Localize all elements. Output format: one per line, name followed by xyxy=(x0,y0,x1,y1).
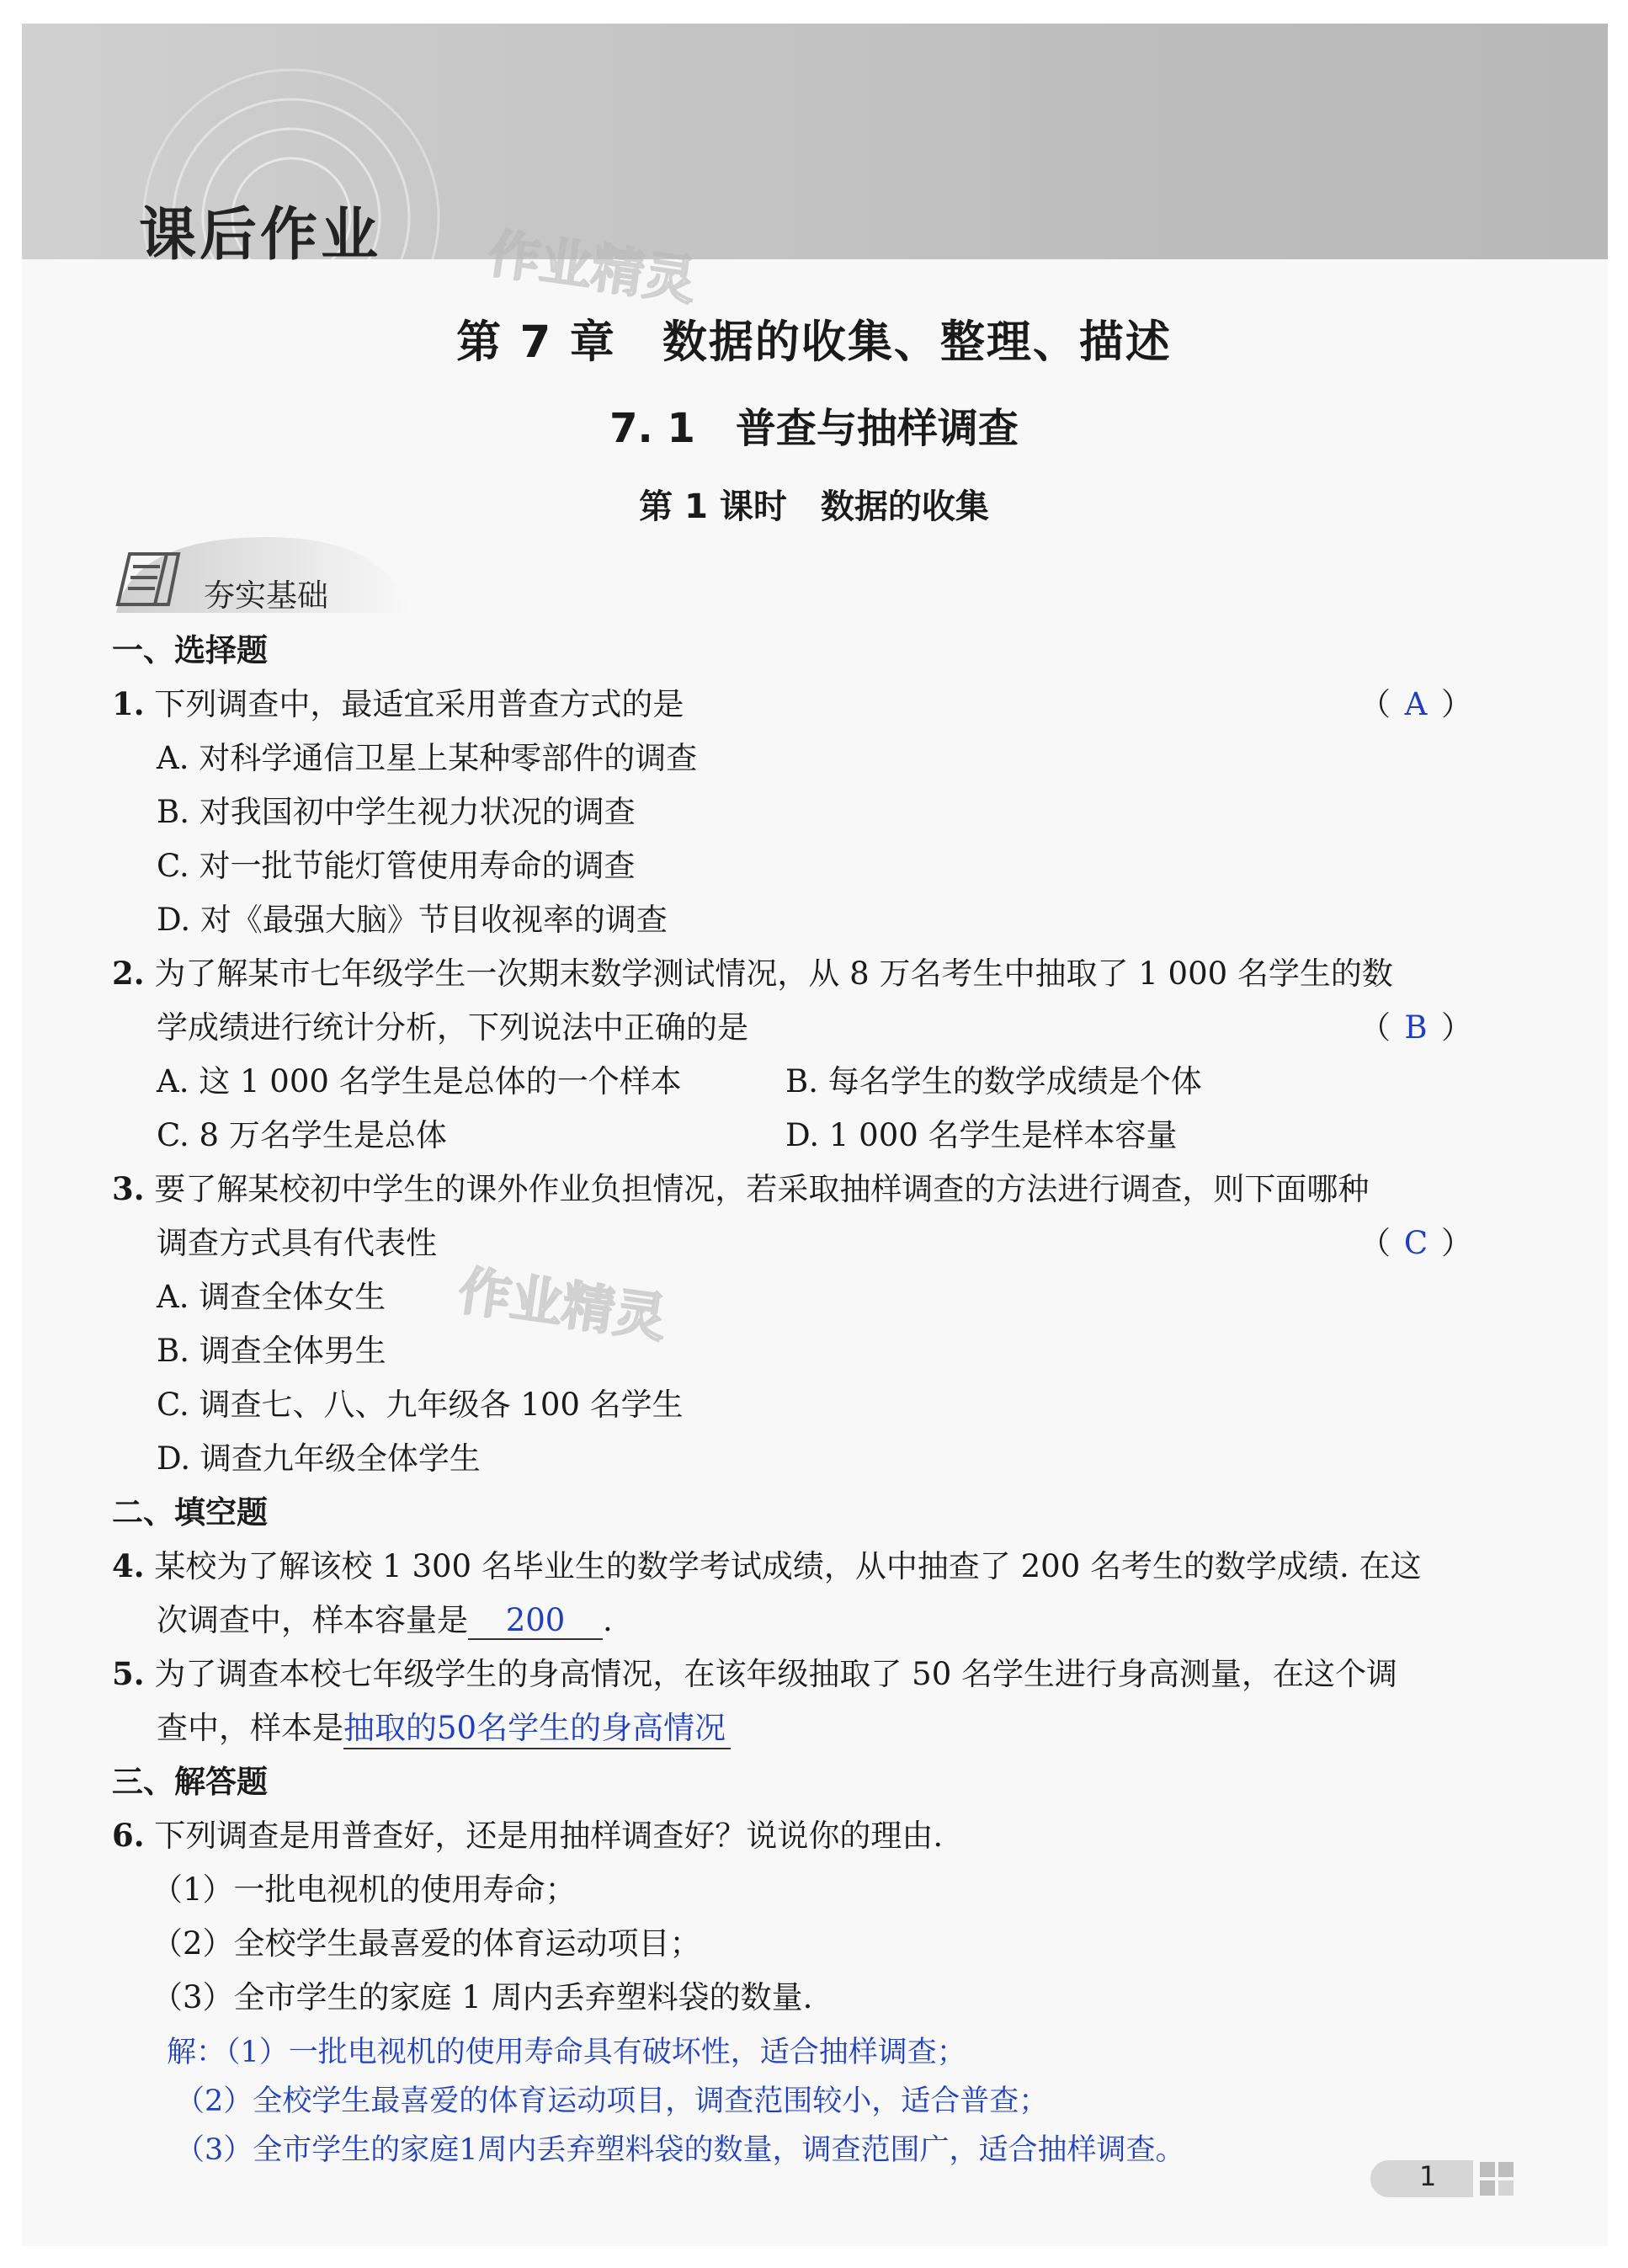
decor-square xyxy=(1498,2180,1514,2196)
q3-option-a: A. 调查全体女生 xyxy=(157,1279,386,1315)
lesson-title: 第 1 课时 数据的收集 xyxy=(639,487,989,526)
q2-text-line2: 学成绩进行统计分析，下列说法中正确的是 xyxy=(157,1009,748,1046)
q3-option-b: B. 调查全体男生 xyxy=(157,1333,386,1369)
q3-text-line2: 调查方式具有代表性 xyxy=(157,1225,437,1261)
q2-option-d: D. 1 000 名学生是样本容量 xyxy=(785,1117,1178,1153)
part1-heading: 一、选择题 xyxy=(112,632,268,668)
q5-line2 xyxy=(157,1702,731,1749)
part2-heading: 二、填空题 xyxy=(112,1494,268,1531)
q5-number: 5. xyxy=(112,1655,145,1692)
q1-option-b: B. 对我国初中学生视力状况的调查 xyxy=(157,794,636,830)
basics-label: 夯实基础 xyxy=(204,578,328,614)
decor-square xyxy=(1480,2180,1495,2196)
q5-text-line1: 为了调查本校七年级学生的身高情况，在该年级抽取了 50 名学生进行身高测量，在这个调 xyxy=(154,1656,1398,1692)
solution-line-1: 解：（1）一批电视机的使用寿命具有破坏性，适合抽样调查； xyxy=(167,2036,966,2069)
section-title: 7. 1 普查与抽样调查 xyxy=(609,405,1019,452)
q2-number: 2. xyxy=(112,955,145,992)
part3-heading: 三、解答题 xyxy=(112,1764,268,1800)
q3-number: 3. xyxy=(112,1170,145,1207)
q4-text-line1: 某校为了解该校 1 300 名毕业生的数学考试成绩，从中抽查了 200 名考生的数学成绩. 在这 xyxy=(154,1548,1422,1584)
q4-period: . xyxy=(603,1602,613,1638)
q4-line2 xyxy=(157,1595,613,1640)
q1-number: 1. xyxy=(112,685,145,722)
q2-option-a: A. 这 1 000 名学生是总体的一个样本 xyxy=(157,1063,682,1099)
q2-option-b: B. 每名学生的数学成绩是个体 xyxy=(785,1063,1202,1099)
q3-option-d: D. 调查九年级全体学生 xyxy=(157,1440,481,1477)
page-number: 1 xyxy=(1419,2160,1437,2192)
q4-number: 4. xyxy=(112,1547,145,1584)
q2-answer: B xyxy=(1404,1009,1428,1046)
solution-line-2: （2）全校学生最喜爱的体育运动项目，调查范围较小，适合普查； xyxy=(175,2084,1049,2118)
q1-answer-bracket: （ A ） xyxy=(1359,686,1472,722)
chapter-title: 第 7 章 数据的收集、整理、描述 xyxy=(456,317,1172,368)
q2-stem-line1 xyxy=(112,948,1393,993)
decor-square xyxy=(1498,2162,1514,2177)
q6-item-2: （2）全校学生最喜爱的体育运动项目； xyxy=(152,1925,701,1962)
q2-answer-bracket: （ B ） xyxy=(1359,1009,1472,1046)
decor-square xyxy=(1480,2162,1495,2177)
q1-option-c: C. 对一批节能灯管使用寿命的调查 xyxy=(157,848,636,884)
q6-text: 下列调查是用普查好，还是用抽样调查好？说说你的理由. xyxy=(154,1818,944,1854)
q3-stem-line1 xyxy=(112,1163,1369,1209)
q5-answer-blank: 抽取的50名学生的身高情况 xyxy=(343,1702,731,1749)
watermark: 作业精灵 xyxy=(484,222,700,312)
q6-stem xyxy=(112,1810,943,1855)
q6-number: 6. xyxy=(112,1817,145,1854)
q4-line1 xyxy=(112,1541,1422,1586)
q1-option-a: A. 对科学通信卫星上某种零部件的调查 xyxy=(157,740,698,776)
q3-answer: C xyxy=(1403,1225,1428,1261)
q1-stem xyxy=(112,679,684,724)
q4-answer-blank: 200 xyxy=(468,1602,603,1640)
q2-option-c: C. 8 万名学生是总体 xyxy=(157,1117,447,1153)
q3-text-line1: 要了解某校初中学生的课外作业负担情况，若采取抽样调查的方法进行调查，则下面哪种 xyxy=(154,1171,1370,1207)
q5-text-line2: 查中，样本是 xyxy=(157,1710,343,1746)
q2-text-line1: 为了解某市七年级学生一次期末数学测试情况，从 8 万名考生中抽取了 1 000 名学生的数 xyxy=(154,956,1393,992)
q3-option-c: C. 调查七、八、九年级各 100 名学生 xyxy=(157,1387,684,1423)
q6-item-1: （1）一批电视机的使用寿命； xyxy=(152,1871,577,1908)
q6-item-3: （3）全市学生的家庭 1 周内丢弃塑料袋的数量. xyxy=(152,1979,813,2015)
q1-text: 下列调查中，最适宜采用普查方式的是 xyxy=(154,686,684,722)
watermark-2: 作业精灵 xyxy=(455,1259,671,1350)
q1-answer: A xyxy=(1404,686,1428,722)
q1-option-d: D. 对《最强大脑》节目收视率的调查 xyxy=(157,902,668,938)
banner-title: 课后作业 xyxy=(139,202,382,269)
q3-answer-bracket: （ C ） xyxy=(1359,1225,1472,1261)
q5-line1 xyxy=(112,1648,1397,1694)
q4-text-line2: 次调查中，样本容量是 xyxy=(157,1602,468,1638)
solution-line-3: （3）全市学生的家庭1周内丢弃塑料袋的数量，调查范围广，适合抽样调查。 xyxy=(175,2133,1185,2167)
